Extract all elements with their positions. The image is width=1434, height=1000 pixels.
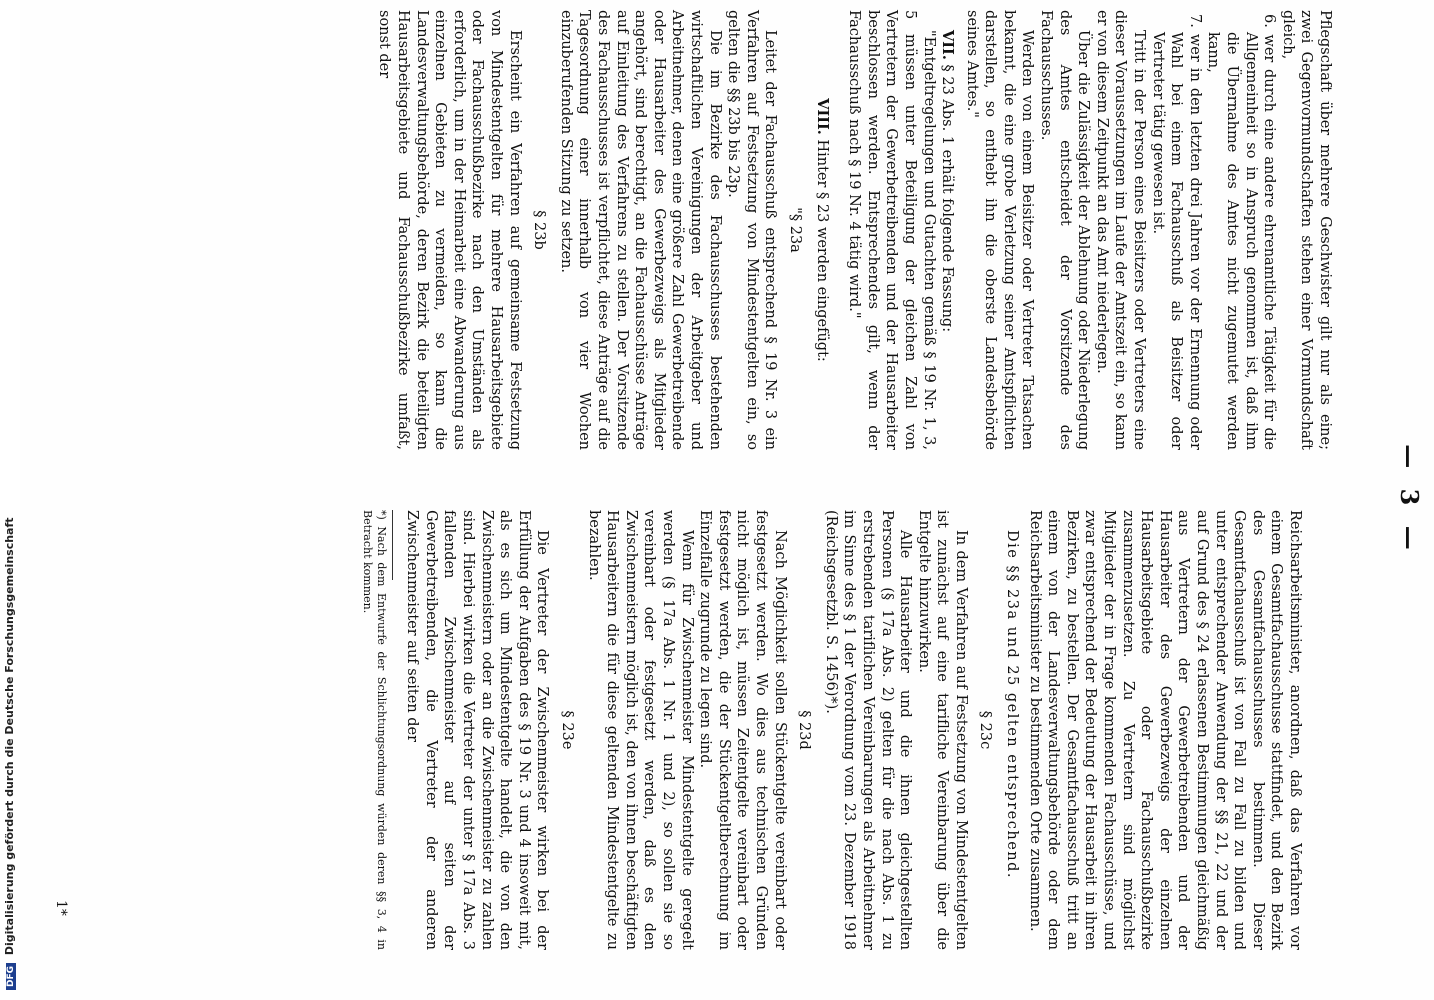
paragraph: Tritt in der Person eines Beisitzers oder Vertreters eine dieser Voraussetzungen im Laufe der Amtszeit ein, so kann er von diesem Zeitpunkt an das Amt niederlegen.	[1093, 10, 1148, 450]
paragraph: Werden von einem Beisitzer oder Vertreter Tatsachen bekannt, die eine grobe Verletzung seiner Amtspflichten darstellen, so enthebt ihn die oberste Landesbehörde seines Amtes."	[963, 10, 1036, 450]
paragraph: Wenn für Zwischenmeister Mindestentgelte geregelt werden (§ 17a Abs. 1 Nr. 1 und 2), so sollen sie so vereinbart oder festgesetzt werden, daß es den Zwischenmeistern möglich ist, den von ihnen beschäftigten Hausarbeitern die für diese geltenden Mindestentgelte zu bezahlen.	[585, 510, 695, 950]
paragraph: In dem Verfahren auf Festsetzung von Mindestentgelten ist zunächst auf eine tarifliche Vereinbarung über die Entgelte hinzuwirken.	[915, 510, 969, 950]
heading-23d: § 23d	[796, 710, 813, 750]
paragraph: Nach Möglichkeit sollen Stückentgelte vereinbart oder festgesetzt werden. Wo dies aus technischen Gründen nicht möglich ist, müssen Zeitentgelte vereinbart oder festgesetzt werden, die der Stückentgeltberechnung im Einzelfalle zugrunde zu legen sind.	[697, 510, 788, 950]
footnote-divider	[392, 510, 393, 580]
page-number: — 3 —	[1395, 444, 1424, 556]
heading-23e: § 23e	[559, 710, 576, 750]
paragraph: Pflegschaft über mehrere Geschwister gilt nur als eine; zwei Gegenvormundschaften stehen einer Vormundschaft gleich,	[1279, 10, 1333, 450]
digitization-credit: Digitalisierung gefördert durch die Deutsche Forschungsgemeinschaft	[3, 517, 16, 956]
section-viii-number: VIII.	[813, 98, 831, 135]
list-item-6: 6. wer durch eine andere ehrenamtliche Tätigkeit für die Allgemeinheit so in Anspruch genommen ist, daß ihm die Übernahme des Amtes nicht zugemutet werden kann,	[1205, 14, 1278, 450]
section-vii	[938, 10, 957, 450]
dfg-logo: DFG	[6, 963, 16, 990]
paragraph: Die Vertreter der Zwischenmeister wirken bei der Erfüllung der Aufgaben des § 19 Nr. 3 und 4 insoweit mit, als es sich um Mindestentgelte handelt, die von den Zwischenmeistern oder an die Zwischenmeister zu zahlen sind. Hierbei wirken die Vertreter der unter § 17a Abs. 3 fallenden Zwischenmeister auf seiten der Gewerbetreibenden, die Vertreter der anderen Zwischenmeister auf seiten der	[404, 510, 551, 950]
heading-23c: § 23c	[977, 710, 994, 750]
footnote: *) Nach dem Entwurfe der Schlichtungsordnung würden deren §§ 3, 4 in Betracht kommen.	[360, 510, 388, 950]
paragraph: Leitet der Fachausschuß entsprechend § 19 Nr. 3 ein Verfahren auf Festsetzung von Mindestentgelten ein, so gelten die §§ 23b bis 23p.	[725, 10, 779, 450]
paragraph: Alle Hausarbeiter und die ihnen gleichgestellten Personen (§ 17a Abs. 2) gelten für die nach Abs. 1 zu erstrebenden tariflichen Vereinbarungen als Arbeitnehmer im Sinne des § 1 der Verordnung vom 23. Dezember 1918 (Reichsgesetzbl. S. 1456)*).	[822, 510, 914, 950]
paragraph: Über die Zulässigkeit der Ablehnung oder Niederlegung des Amtes entscheidet der Vorsitzende des Fachausschusses.	[1038, 10, 1092, 450]
list-item-7: 7. wer in den letzten drei Jahren vor der Ernennung oder Wahl bei einem Fachausschuß als Beisitzer oder Vertreter tätig gewesen ist.	[1149, 14, 1203, 450]
right-column	[360, 510, 1304, 950]
section-viii	[812, 10, 831, 450]
section-vii-text: § 23 Abs. 1 erhält folgende Fassung:	[939, 64, 956, 333]
section-vii-number: VII.	[939, 30, 957, 60]
paragraph: Reichsarbeitsminister, anordnen, daß das Verfahren vor einem Gesamtfachausschusse stattfindet, und den Bezirk des Gesamtfachausschusses bestimmen. Dieser Gesamtfachausschuß ist von Fall zu Fall zu bilden und unter entsprechender Anwendung der §§ 21, 22 und der auf Grund des § 24 erlassenen Bestimmungen gleichmäßig aus Vertretern der Gewerbetreibenden und der Hausarbeiter des Gewerbezweigs der einzelnen Hausarbeitsgebiete oder Fachausschußbezirke zusammenzusetzen. Zu Vertretern sind möglichst Mitglieder der in Frage kommenden Fachausschüsse, und zwar entsprechend der Bedeutung der Hausarbeit in ihren Bezirken, zu bestellen. Der Gesamtfachausschuß tritt an einem von der Landesverwaltungsbehörde oder dem Reichsarbeitsminister zu bestimmenden Orte zusammen.	[1026, 510, 1303, 950]
paragraph: "Entgeltregelungen und Gutachten gemäß § 19 Nr. 1, 3, 5 müssen unter Beteiligung der gleichen Zahl von Vertretern der Gewerbetreibenden und der Hausarbeiter beschlossen werden. Entsprechendes gilt, wenn der Fachausschuß nach § 19 Nr. 4 tätig wird."	[846, 10, 937, 450]
digitization-sidebar	[0, 0, 20, 1000]
paragraph: Die im Bezirke des Fachausschusses bestehenden wirtschaftlichen Vereinigungen der Arbeitgeber und Arbeitnehmer, denen eine größere Zahl Gewerbetreibende oder Hausarbeiter des Gewerbezweigs als Mitglieder angehört, sind berechtigt, an die Fachausschüsse Anträge auf Einleitung des Verfahrens zu stellen. Der Vorsitzende des Fachausschusses ist verpflichtet, diese Anträge auf die Tagesordnung einer innerhalb von vier Wochen einzuberufenden Sitzung zu setzen.	[557, 10, 723, 450]
section-viii-text: Hinter § 23 werden eingefügt:	[813, 139, 830, 362]
heading-23a: "§ 23a	[786, 207, 803, 253]
heading-23b: § 23b	[531, 210, 548, 250]
paragraph: Erscheint ein Verfahren auf gemeinsame Festsetzung von Mindestentgelten für mehrere Hausarbeitsgebiete oder Fachausschußbezirke nach den Umständen als erforderlich, um in der Heimarbeit eine Abwanderung aus einzelnen Gebieten zu vermeiden, so kann die Landesverwaltungsbehörde, deren Bezirk die beteiligten Hausarbeitsgebiete und Fachausschußbezirke umfaßt, sonst der	[376, 10, 523, 450]
digitization-credit-line	[3, 517, 16, 990]
paragraph: Die §§ 23a und 25 gelten entsprechend.	[1004, 530, 1021, 880]
left-column	[375, 10, 1334, 450]
signature-mark: 1*	[53, 900, 69, 916]
